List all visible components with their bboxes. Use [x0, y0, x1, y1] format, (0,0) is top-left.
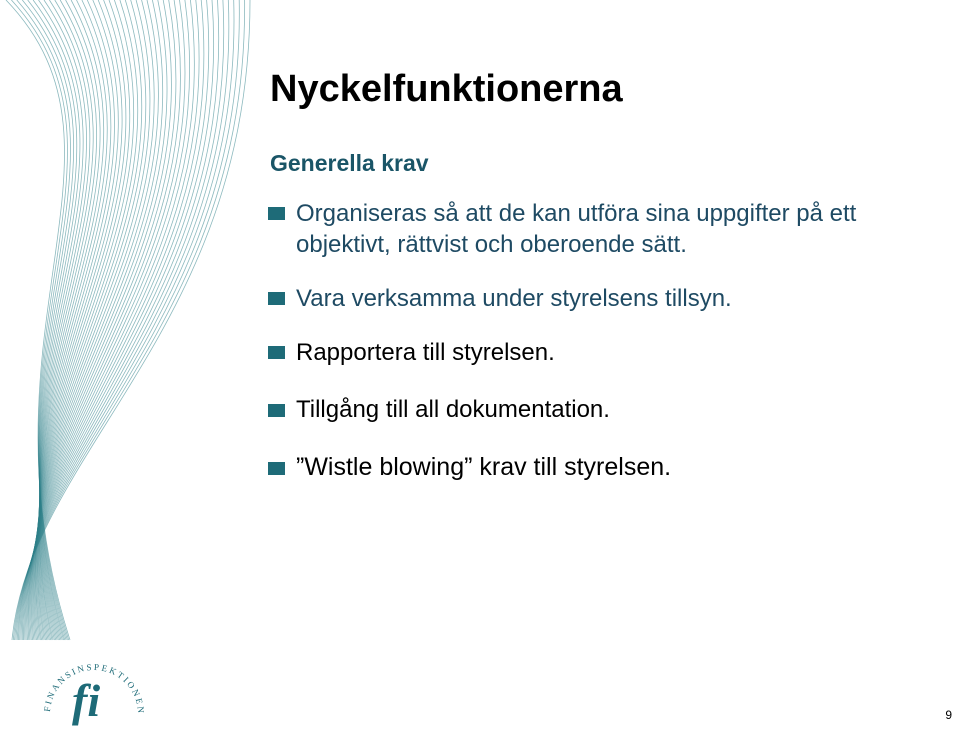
bullet-item	[268, 337, 948, 368]
square-bullet-icon	[268, 292, 285, 305]
wave-line	[39, 0, 115, 640]
bullet-text: Rapportera till styrelsen.	[296, 339, 555, 366]
slide-title: Nyckelfunktionerna	[270, 68, 623, 110]
wave-line	[25, 0, 199, 640]
wave-line	[31, 0, 172, 640]
wave-lines-decoration	[0, 0, 260, 650]
bullet-text: Tillgång till all dokumentation.	[296, 396, 610, 423]
finansinspektionen-logo	[30, 640, 150, 728]
square-bullet-icon	[268, 404, 285, 417]
wave-line	[22, 0, 208, 640]
logo-monogram: fi	[72, 675, 101, 726]
bullet-item	[268, 198, 956, 260]
bullet-text: Vara verksamma under styrelsens tillsyn.	[296, 285, 732, 312]
bullet-text: ”Wistle blowing” krav till styrelsen.	[296, 453, 672, 481]
square-bullet-icon	[268, 207, 285, 220]
bullet-item	[268, 452, 948, 483]
square-bullet-icon	[268, 346, 285, 359]
bullet-item	[268, 283, 948, 314]
bullet-list	[268, 198, 948, 506]
wave-line	[15, 0, 240, 640]
bullet-text: Organiseras så att de kan utföra sina uppgifter på ett objektivt, rättvist och oberoende sätt.	[296, 200, 857, 258]
wave-line	[38, 0, 118, 640]
square-bullet-icon	[268, 462, 285, 475]
logo-ring-text: FINANSINSPEKTIONEN	[41, 661, 147, 716]
page-number: 9	[945, 708, 952, 722]
slide-subtitle: Generella krav	[270, 150, 429, 176]
bullet-item	[268, 394, 948, 425]
